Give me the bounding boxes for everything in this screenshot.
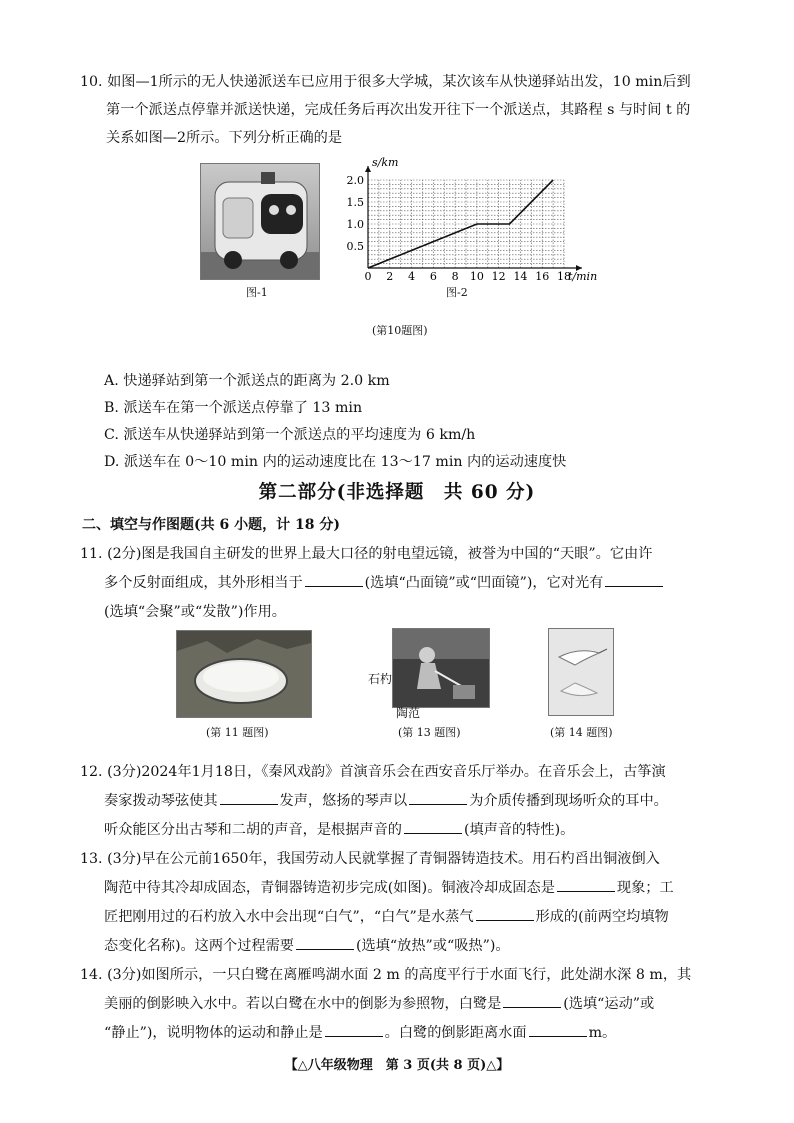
- q13-text-f: (选填“放热”或“吸热”)。: [355, 938, 510, 954]
- casting-illustration: [393, 629, 489, 707]
- q14-line3: [104, 1019, 616, 1047]
- q11-blank-2[interactable]: [605, 570, 663, 587]
- x-tick-label: 10: [469, 270, 484, 283]
- q11-blank-1[interactable]: [305, 570, 363, 587]
- bronze-casting-photo: [392, 628, 490, 708]
- q11-text-a: 多个反射面组成，其外形相当于: [104, 575, 303, 591]
- q14-text-d: 。白鹭的倒影距离水面: [384, 1025, 527, 1041]
- q14-blank-2[interactable]: [325, 1020, 383, 1037]
- section-2-title: 第二部分(非选择题 共 60 分): [258, 482, 536, 503]
- x-tick-label: 4: [408, 270, 416, 283]
- x-tick-label: 6: [429, 270, 437, 283]
- y-axis-arrow: [365, 166, 371, 172]
- label-taofan: 陶范: [396, 706, 421, 720]
- q14-blank-3[interactable]: [529, 1020, 587, 1037]
- x-tick-label: 8: [451, 270, 459, 283]
- q13-text-d: 形成的(前两空均填物: [535, 909, 669, 925]
- q10-line3: 关系如图—2所示。下列分析正确的是: [106, 130, 343, 146]
- q10-line1: 10. 如图—1所示的无人快递派送车已应用于很多大学城，某次该车从快递驿站出发，10 min后到: [80, 74, 691, 90]
- q13-line1: 13. (3分)早在公元前1650年，我国劳动人民就掌握了青铜器铸造技术。用石杓舀出铜液倒入: [80, 851, 660, 867]
- q13-line4: [104, 932, 510, 960]
- q12-line3: [104, 816, 574, 844]
- q11-line3: (选填“会聚”或“发散”)作用。: [104, 604, 286, 620]
- q14-text-e: m。: [588, 1025, 617, 1041]
- delivery-vehicle-photo: [200, 163, 320, 280]
- telescope-illustration: [177, 631, 311, 717]
- y-tick-label: 0.5: [346, 240, 364, 253]
- q12-blank-3[interactable]: [404, 817, 462, 834]
- q14-text-c: “静止”)，说明物体的运动和静止是: [104, 1025, 323, 1041]
- q13-blank-3[interactable]: [296, 933, 354, 950]
- option-b: B. 派送车在第一个派送点停靠了 13 min: [104, 400, 363, 416]
- q11-text-b: (选填“凸面镜”或“凹面镜”)，它对光有: [364, 575, 604, 591]
- q12-blank-1[interactable]: [220, 788, 278, 805]
- vehicle-illustration: [201, 164, 319, 279]
- x-tick-label: 12: [491, 270, 506, 283]
- q14-blank-1[interactable]: [503, 991, 561, 1008]
- q10-line2: 第一个派送点停靠并派送快递，完成任务后再次出发开往下一个派送点，其路程 s 与时间 t 的: [106, 102, 691, 118]
- q12-text-d: 听众能区分出古琴和二胡的声音，是根据声音的: [104, 822, 402, 838]
- fill-in-subtitle: 二、填空与作图题(共 6 小题，计 18 分): [82, 517, 340, 533]
- q12-text-c: 为介质传播到现场听众的耳中。: [469, 793, 668, 809]
- q11-line2: [104, 569, 665, 597]
- option-a: A. 快递驿站到第一个派送点的距离为 2.0 km: [104, 373, 390, 389]
- page-footer: 【△八年级物理 第 3 页(共 8 页)△】: [284, 1058, 510, 1073]
- fast-telescope-photo: [176, 630, 312, 718]
- y-tick-label: 2.0: [346, 174, 364, 187]
- q11-line1: 11. (2分)图是我国自主研发的世界上最大口径的射电望远镜，被誉为中国的“天眼”。它由许: [80, 546, 653, 562]
- q13-blank-2[interactable]: [476, 904, 534, 921]
- q13-text-a: 陶范中待其冷却成固态，青铜器铸造初步完成(如图)。铜液冷却成固态是: [104, 880, 555, 896]
- option-c: C. 派送车从快递驿站到第一个派送点的平均速度为 6 km/h: [104, 427, 476, 443]
- figure-13-caption: (第 13 题图): [398, 726, 461, 739]
- y-tick-label: 1.0: [346, 218, 364, 231]
- q13-text-b: 现象；工: [616, 880, 674, 896]
- q12-text-e: (填声音的特性)。: [463, 822, 575, 838]
- q14-text-a: 美丽的倒影映入水中。若以白鹭在水中的倒影为参照物，白鹭是: [104, 996, 502, 1012]
- label-shishao: 石杓: [368, 672, 393, 686]
- q14-line1: 14. (3分)如图所示，一只白鹭在离雁鸣湖水面 2 m 的高度平行于水面飞行，此处湖水深 8 m，其: [80, 967, 692, 983]
- x-tick-label: 18: [557, 270, 571, 283]
- y-tick-label: 1.5: [346, 196, 364, 209]
- distance-time-chart: [340, 156, 610, 296]
- q14-text-b: (选填“运动”或: [563, 996, 655, 1012]
- q13-line3: [104, 903, 669, 931]
- q12-text-a: 奏家拨动琴弦使其: [104, 793, 218, 809]
- figure-11-caption: (第 11 题图): [206, 726, 269, 739]
- q12-line2: [104, 787, 668, 815]
- q12-text-b: 发声，悠扬的琴声以: [279, 793, 408, 809]
- egret-illustration: [549, 629, 613, 715]
- fig2-caption: 图-2: [446, 286, 468, 299]
- q14-line2: [104, 990, 654, 1018]
- y-axis-label: s/km: [372, 156, 399, 169]
- fig1-caption: 图-1: [246, 286, 268, 299]
- q12-blank-2[interactable]: [409, 788, 467, 805]
- q13-text-e: 态变化名称)。这两个过程需要: [104, 938, 294, 954]
- x-tick-label: 14: [513, 270, 528, 283]
- x-tick-label: 0: [364, 270, 372, 283]
- q13-blank-1[interactable]: [557, 875, 615, 892]
- figure-14-caption: (第 14 题图): [550, 726, 613, 739]
- egret-photo: [548, 628, 614, 716]
- x-tick-label: 16: [535, 270, 550, 283]
- q13-text-c: 匠把刚用过的石杓放入水中会出现“白气”，“白气”是水蒸气: [104, 909, 474, 925]
- q13-line2: [104, 874, 674, 902]
- x-axis-label: t/min: [568, 270, 598, 283]
- x-tick-label: 2: [386, 270, 394, 283]
- option-d: D. 派送车在 0～10 min 内的运动速度比在 13～17 min 内的运动速度快: [104, 454, 567, 470]
- q12-line1: 12. (3分)2024年1月18日，《秦风戏韵》首演音乐会在西安音乐厅举办。在音乐会上，古筝演: [80, 764, 666, 780]
- figure-10-caption: (第10题图): [372, 324, 428, 337]
